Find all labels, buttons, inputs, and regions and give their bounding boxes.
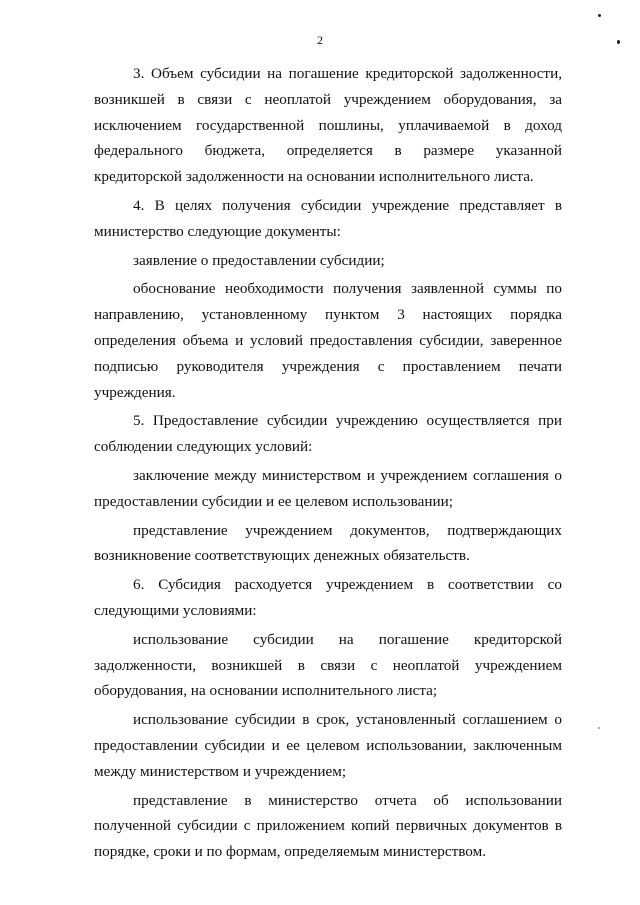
paragraph-clause-6: 6. Субсидия расходуется учреждением в соответствии со следующими условиями: [94, 576, 562, 619]
paragraph-clause-3: 3. Объем субсидии на погашение кредиторской задолженности, возникшей в связи с неоплатой учреждением оборудования, за исключением государственной пошлины, уплачиваемой в доход федерального бюджета, определяется в размере указанной кредиторской задолженности на основании исполнительного листа. [94, 65, 562, 186]
scan-speck [598, 727, 600, 729]
paragraph-list-item: представление учреждением документов, подтверждающих возникновение соответствующих денежных обязательств. [94, 521, 562, 565]
paragraph-clause-4: 4. В целях получения субсидии учреждение представляет в министерство следующие документы: [94, 196, 562, 240]
scan-speck [598, 14, 601, 17]
paragraph-list-item: представление в министерство отчета об использовании полученной субсидии с приложением копий первичных документов в порядке, сроки и по формам, определяемым министерством. [94, 791, 562, 861]
document-body [94, 61, 562, 865]
paragraph-list-item: использование субсидии на погашение кредиторской задолженности, возникшей в связи с неоплатой учреждением оборудования, на основании исполнительного листа; [94, 630, 562, 700]
page-number: 2 [317, 33, 323, 47]
paragraph-list-item: заключение между министерством и учреждением соглашения о предоставлении субсидии и ее целевом использовании; [94, 466, 562, 510]
paragraph-list-item: обоснование необходимости получения заявленной суммы по направлению, установленному пунктом 3 настоящих порядка определения объема и условий предоставления субсидии, заверенное подписью руководителя учреждения с проставлением печати учреждения. [94, 280, 562, 401]
paragraph-list-item: заявление о предоставлении субсидии; [133, 251, 385, 269]
paragraph-clause-5: 5. Предоставление субсидии учреждению осуществляется при соблюдении следующих условий: [94, 412, 562, 456]
scan-speck [617, 40, 620, 44]
paragraph-list-item: использование субсидии в срок, установленный соглашением о предоставлении субсидии и ее целевом использовании, заключенным между министерством и учреждением; [94, 711, 562, 780]
